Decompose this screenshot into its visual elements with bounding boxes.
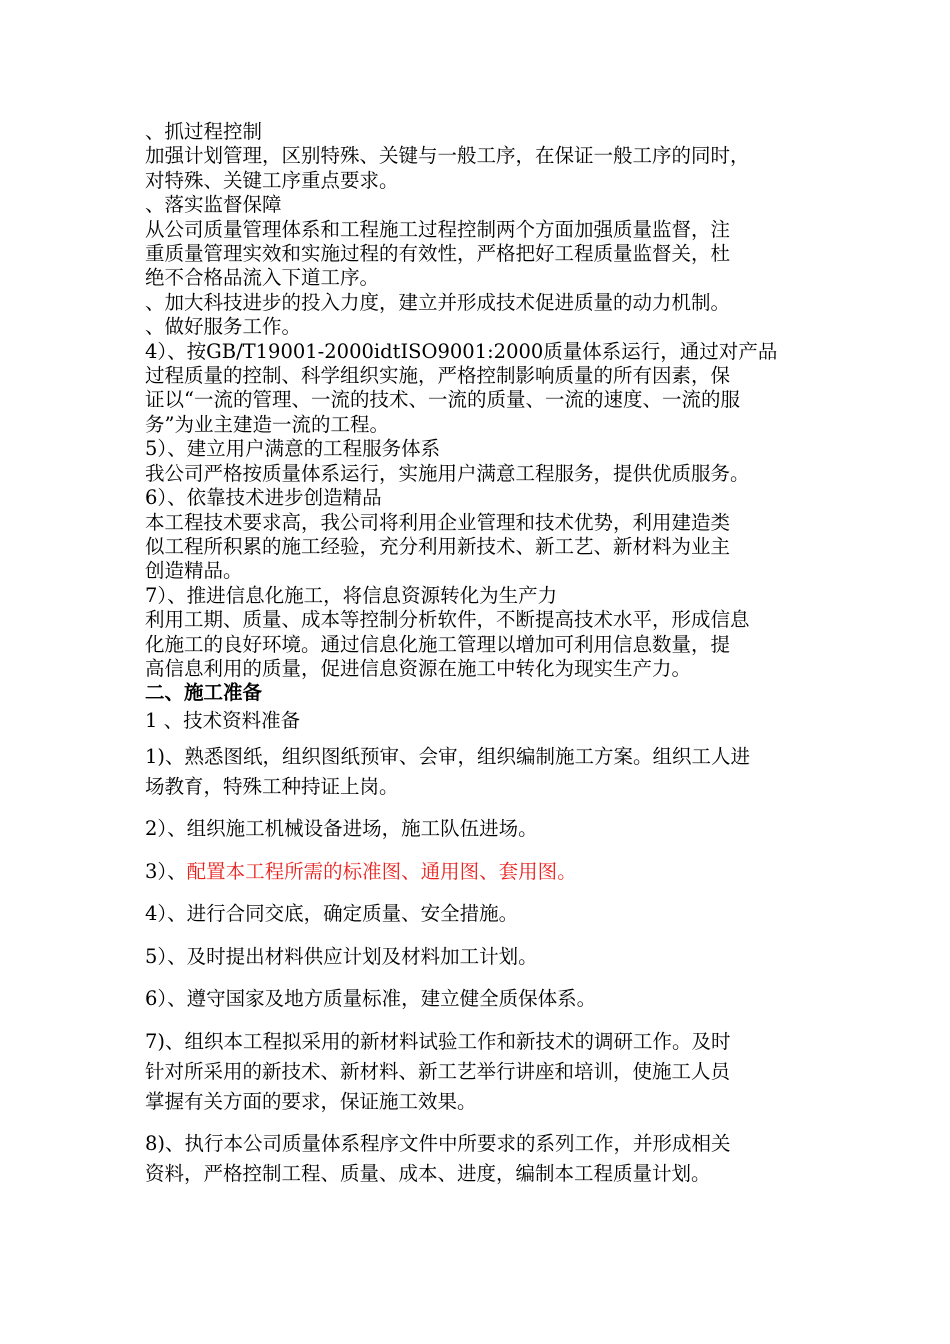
text-line: 、做好服务工作。 (145, 315, 302, 339)
text-line: 资料，严格控制工程、质量、成本、进度，编制本工程质量计划。 (145, 1162, 711, 1186)
text-line: 7)、组织本工程拟采用的新材料试验工作和新技术的调研工作。及时 (145, 1029, 731, 1053)
text-line: 我公司严格按质量体系运行，实施用户满意工程服务，提供优质服务。 (145, 461, 750, 485)
document-page (145, 120, 835, 1202)
text-line (145, 857, 835, 887)
list-item (145, 814, 835, 844)
text-line: 高信息利用的质量，促进信息资源在施工中转化为现实生产力。 (145, 656, 692, 680)
text-line: 本工程技术要求高，我公司将利用企业管理和技术优势，利用建造类 (145, 510, 731, 534)
list-item-highlighted (145, 857, 835, 887)
section-quality-measures (145, 120, 835, 681)
text-line: 5）、建立用户满意的工程服务体系 (145, 437, 441, 461)
list-item (145, 984, 835, 1014)
text-line: 针对所采用的新技术、新材料、新工艺举行讲座和培训，使施工人员 (145, 1059, 731, 1083)
text-line: 、落实监督保障 (145, 193, 282, 217)
text-line: 重质量管理实效和实施过程的有效性，严格把好工程质量监督关，杜 (145, 242, 731, 266)
text-line: 场教育，特殊工种持证上岗。 (145, 774, 399, 798)
text-line: 7）、推进信息化施工，将信息资源转化为生产力 (145, 583, 558, 607)
text-line: 过程质量的控制、科学组织实施，严格控制影响质量的所有因素，保 (145, 364, 731, 388)
section-heading: 二、施工准备 (145, 681, 263, 705)
text-line: 对特殊、关键工序重点要求。 (145, 168, 399, 192)
list-item (145, 942, 835, 972)
list-item (145, 1027, 835, 1117)
text-line: 似工程所积累的施工经验，充分利用新技术、新工艺、新材料为业主 (145, 534, 731, 558)
text-line: 创造精品。 (145, 559, 243, 583)
section-construction-prep (145, 681, 835, 1189)
text-line: 1)、熟悉图纸，组织图纸预审、会审，组织编制施工方案。组织工人进 (145, 744, 751, 768)
text-line: 8)、执行本公司质量体系程序文件中所要求的系列工作，并形成相关 (145, 1132, 731, 1156)
text-line: 从公司质量管理体系和工程施工过程控制两个方面加强质量监督，注 (145, 217, 731, 241)
text-line: 5）、及时提出材料供应计划及材料加工计划。 (145, 944, 538, 968)
text-line: 4）、按GB/T19001-2000idtISO9001:2000质量体系运行，通过对产品 (145, 339, 778, 363)
text-line: 、抓过程控制 (145, 120, 263, 143)
list-item (145, 1129, 835, 1189)
text-line: 6）、遵守国家及地方质量标准，建立健全质保体系。 (145, 987, 597, 1011)
item-number: 3）、 (145, 859, 187, 883)
text-line: 6）、依靠技术进步创造精品 (145, 486, 382, 510)
text-line: 利用工期、质量、成本等控制分析软件，不断提高技术水平，形成信息 (145, 608, 750, 632)
text-line: 掌握有关方面的要求，保证施工效果。 (145, 1089, 477, 1113)
list-item (145, 742, 835, 802)
text-line: 4）、进行合同交底，确定质量、安全措施。 (145, 902, 519, 926)
text-line: 化施工的良好环境。通过信息化施工管理以增加可利用信息数量，提 (145, 632, 731, 656)
text-line: 绝不合格品流入下道工序。 (145, 266, 380, 290)
text-line: 证以“一流的管理、一流的技术、一流的质量、一流的速度、一流的服 (145, 388, 740, 412)
subsection-heading: 1 、技术资料准备 (145, 708, 301, 732)
text-line: 加强计划管理，区别特殊、关键与一般工序，在保证一般工序的同时， (145, 144, 750, 168)
highlighted-text: 配置本工程所需的标准图、通用图、套用图。 (186, 859, 577, 883)
text-line: 2）、组织施工机械设备进场，施工队伍进场。 (145, 817, 538, 841)
text-line: 、加大科技进步的投入力度，建立并形成技术促进质量的动力机制。 (145, 290, 731, 314)
text-line: 务”为业主建造一流的工程。 (145, 412, 389, 436)
list-item (145, 899, 835, 929)
